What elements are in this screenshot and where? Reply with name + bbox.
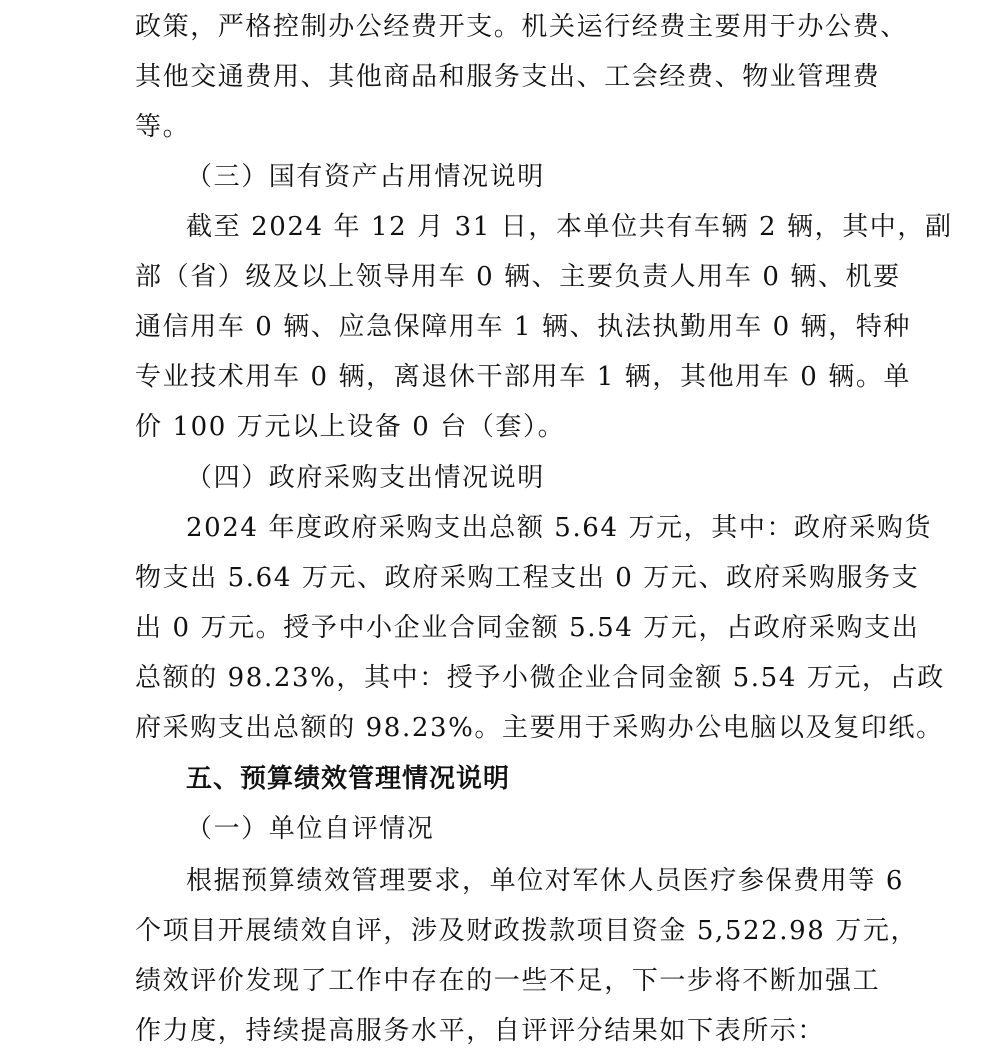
paragraph-line: 截至 2024 年 12 月 31 日，本单位共有车辆 2 辆，其中，副	[186, 212, 953, 242]
paragraph-line: 个项目开展绩效自评，涉及财政拨款项目资金 5,522.98 万元，	[135, 916, 919, 946]
paragraph-line: 价 100 万元以上设备 0 台（套）。	[135, 412, 566, 442]
paragraph-line: 政策，严格控制办公经费开支。机关运行经费主要用于办公费、	[135, 12, 908, 42]
paragraph-line: 通信用车 0 辆、应急保障用车 1 辆、执法执勤用车 0 辆，特种	[135, 312, 912, 342]
paragraph-line: 等。	[135, 112, 191, 142]
section-heading: 五、预算绩效管理情况说明	[186, 764, 511, 794]
paragraph-line: 总额的 98.23%，其中：授予小微企业合同金额 5.54 万元，占政	[135, 663, 945, 693]
subsection-heading: （一）单位自评情况	[186, 814, 435, 844]
paragraph-line: 部（省）级及以上领导用车 0 辆、主要负责人用车 0 辆、机要	[135, 262, 901, 292]
paragraph-line: 根据预算绩效管理要求，单位对军休人员医疗参保费用等 6	[186, 866, 905, 896]
subsection-heading: （三）国有资产占用情况说明	[186, 162, 545, 192]
paragraph-line: 专业技术用车 0 辆，离退休干部用车 1 辆，其他用车 0 辆。单	[135, 362, 912, 392]
paragraph-line: 绩效评价发现了工作中存在的一些不足，下一步将不断加强工	[135, 966, 881, 996]
paragraph-line: 作力度，持续提高服务水平，自评评分结果如下表所示：	[135, 1016, 826, 1046]
paragraph-line: 物支出 5.64 万元、政府采购工程支出 0 万元、政府采购服务支	[135, 563, 920, 593]
paragraph-line: 府采购支出总额的 98.23%。主要用于采购办公电脑以及复印纸。	[135, 713, 944, 743]
subsection-heading: （四）政府采购支出情况说明	[186, 463, 545, 493]
paragraph-line: 其他交通费用、其他商品和服务支出、工会经费、物业管理费	[135, 62, 881, 92]
paragraph-line: 2024 年度政府采购支出总额 5.64 万元，其中：政府采购货	[186, 513, 933, 543]
paragraph-line: 出 0 万元。授予中小企业合同金额 5.54 万元，占政府采购支出	[135, 613, 920, 643]
